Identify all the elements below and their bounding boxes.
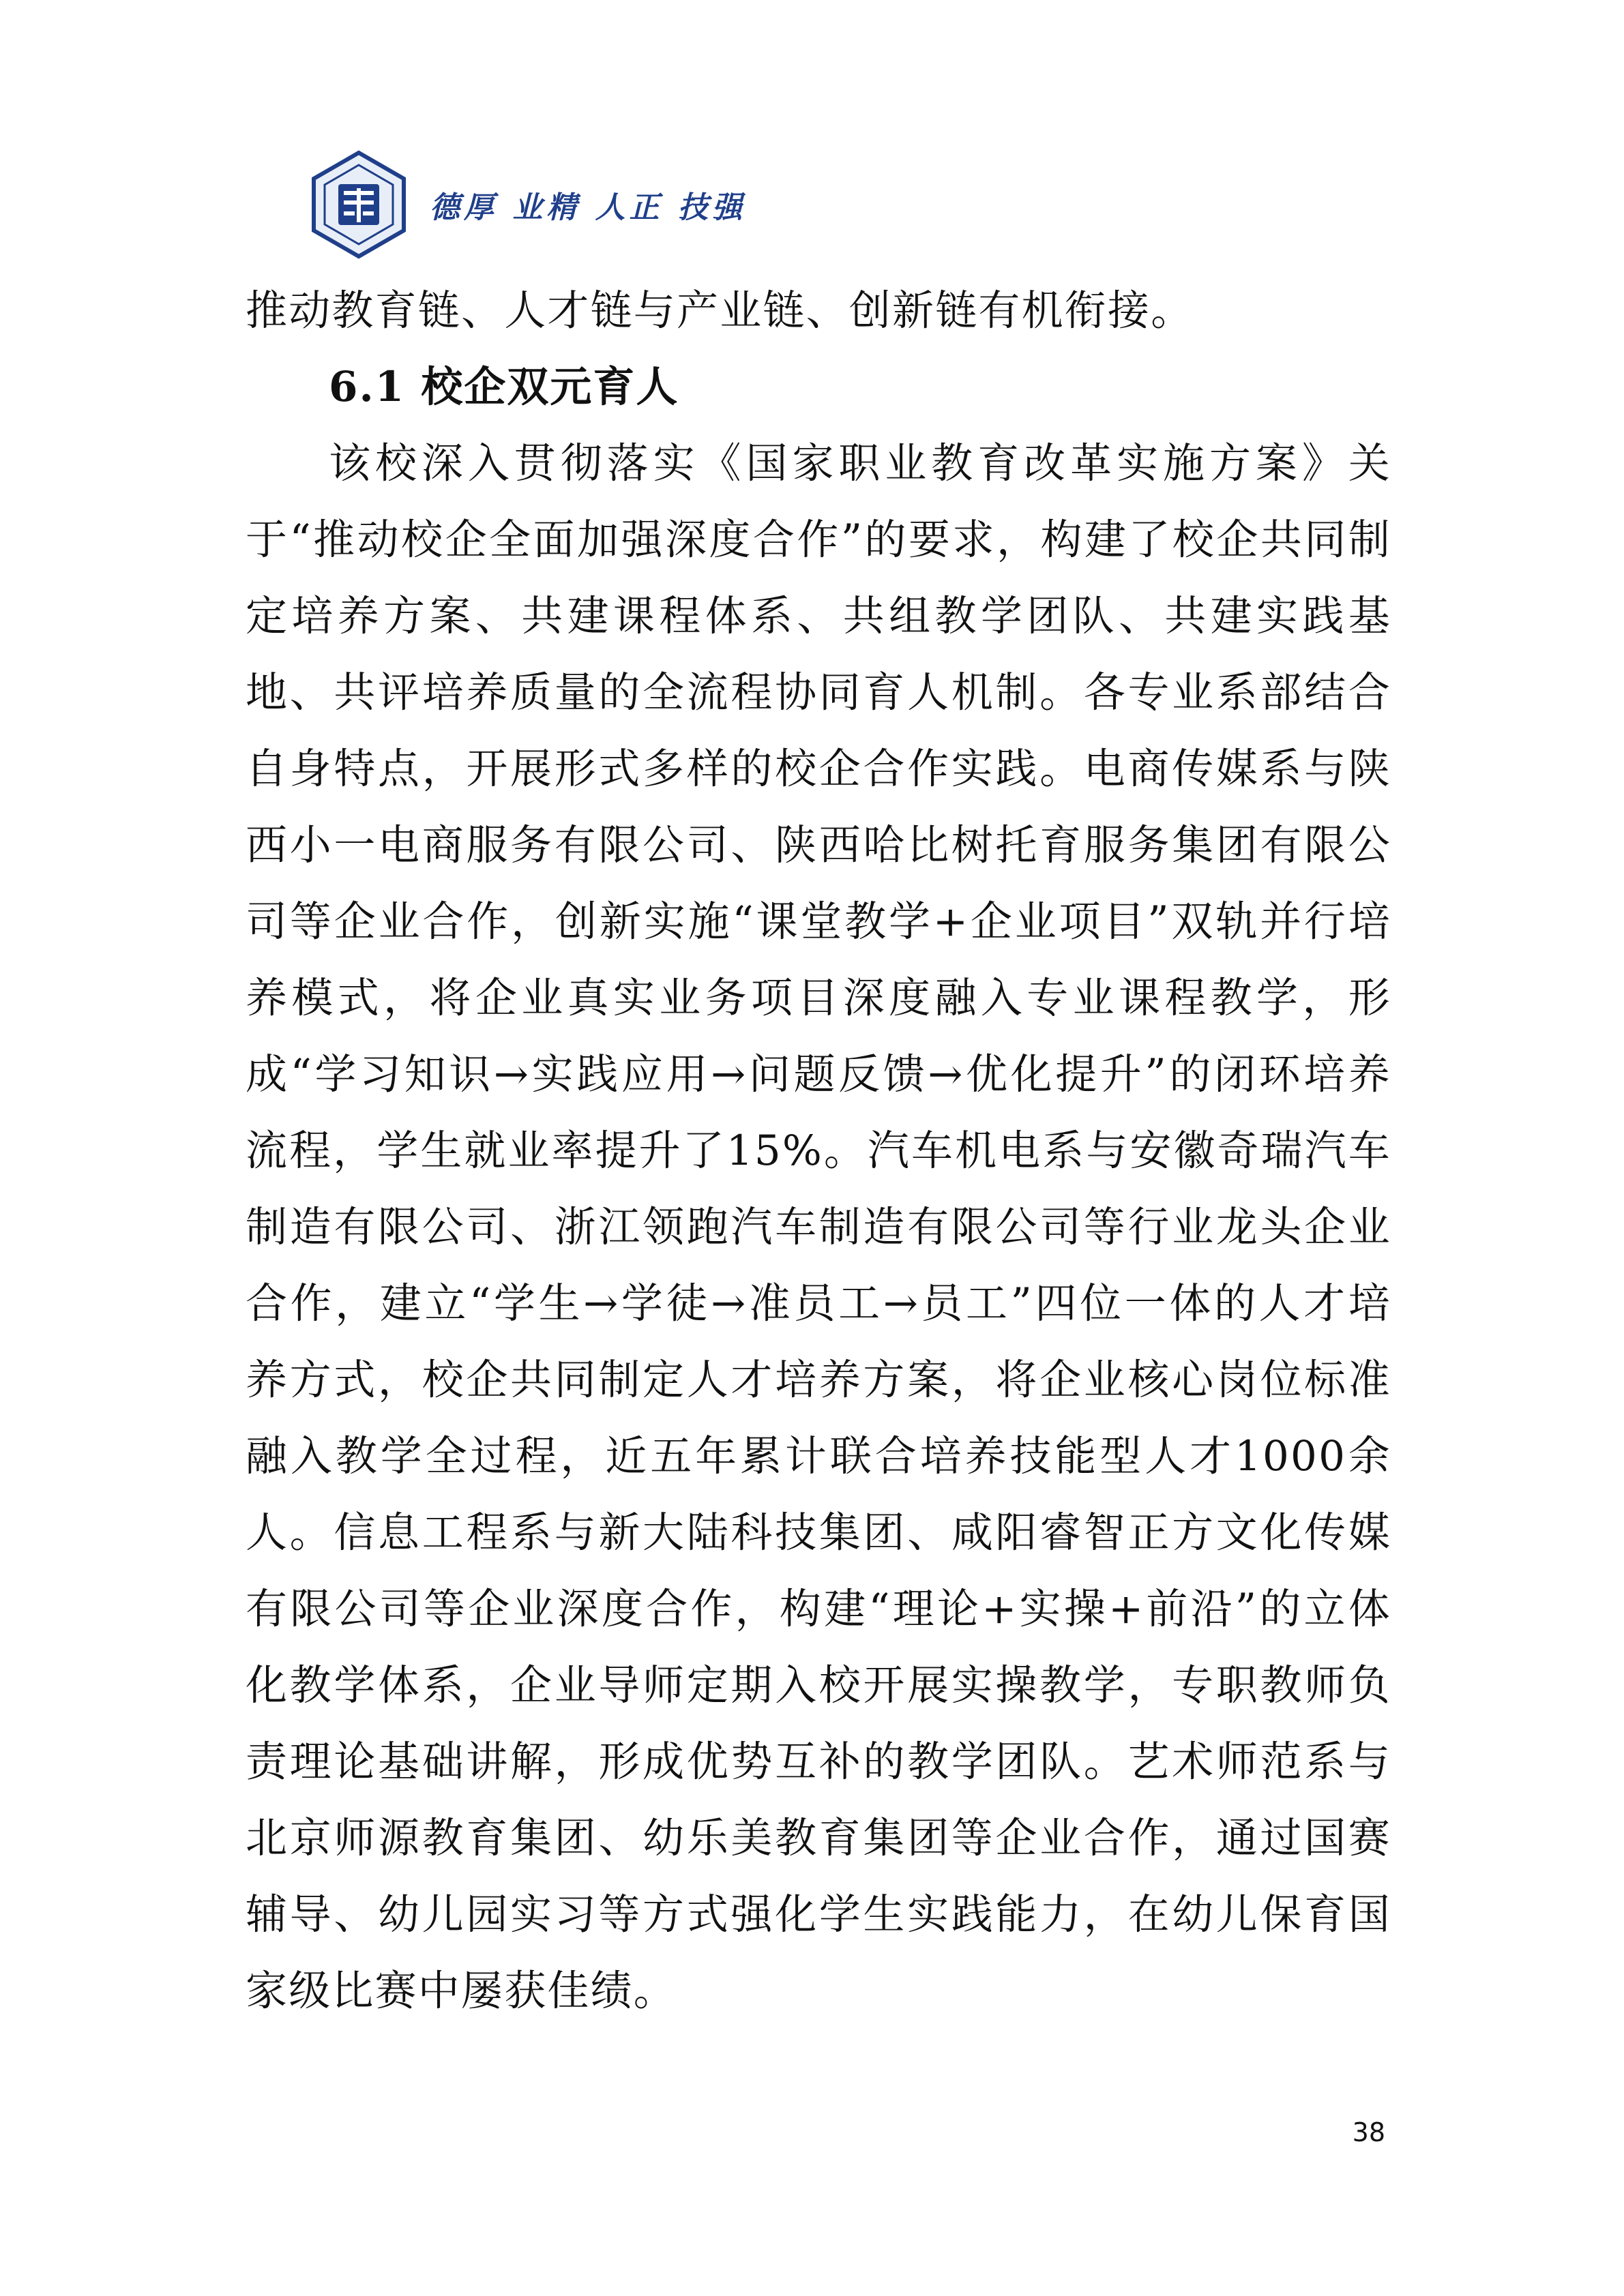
document-body [246, 273, 1391, 2029]
continuation-text: 推动教育链、人才链与产业链、创新链有机衔接。 [246, 286, 1194, 335]
body-paragraph: 该校深入贯彻落实《国家职业教育改革实施方案》关于“推动校企全面加强深度合作”的要求，构建了校企共同制定培养方案、共建课程体系、共组教学团队、共建实践基地、共评培养质量的全流程协同育人机制。各专业系部结合自身特点，开展形式多样的校企合作实践。电商传媒系与陕西小一电商服务有限公司、陕西哈比树托育服务集团有限公司等企业合作，创新实施“课堂教学+企业项目”双轨并行培养模式，将企业真实业务项目深度融入专业课程教学，形成“学习知识→实践应用→问题反馈→优化提升”的闭环培养流程，学生就业率提升了15%。汽车机电系与安徽奇瑞汽车制造有限公司、浙江领跑汽车制造有限公司等行业龙头企业合作，建立“学生→学徒→准员工→员工”四位一体的人才培养方式，校企共同制定人才培养方案，将企业核心岗位标准融入教学全过程，近五年累计联合培养技能型人才1000余人。信息工程系与新大陆科技集团、咸阳睿智正方文化传媒有限公司等企业深度合作，构建“理论+实操+前沿”的立体化教学体系，企业导师定期入校开展实操教学，专职教师负责理论基础讲解，形成优势互补的教学团队。艺术师范系与北京师源教育集团、幼乐美教育集团等企业合作，通过国赛辅导、幼儿园实习等方式强化学生实践能力，在幼儿保育国家级比赛中屡获佳绩。 [246, 439, 1391, 2015]
school-emblem-icon [308, 150, 409, 259]
school-motto: 德厚 业精 人正 技强 [430, 190, 746, 225]
section-heading: 6.1 校企双元育人 [329, 363, 679, 411]
page-number: 38 [1352, 2117, 1385, 2147]
page-header [308, 150, 772, 259]
